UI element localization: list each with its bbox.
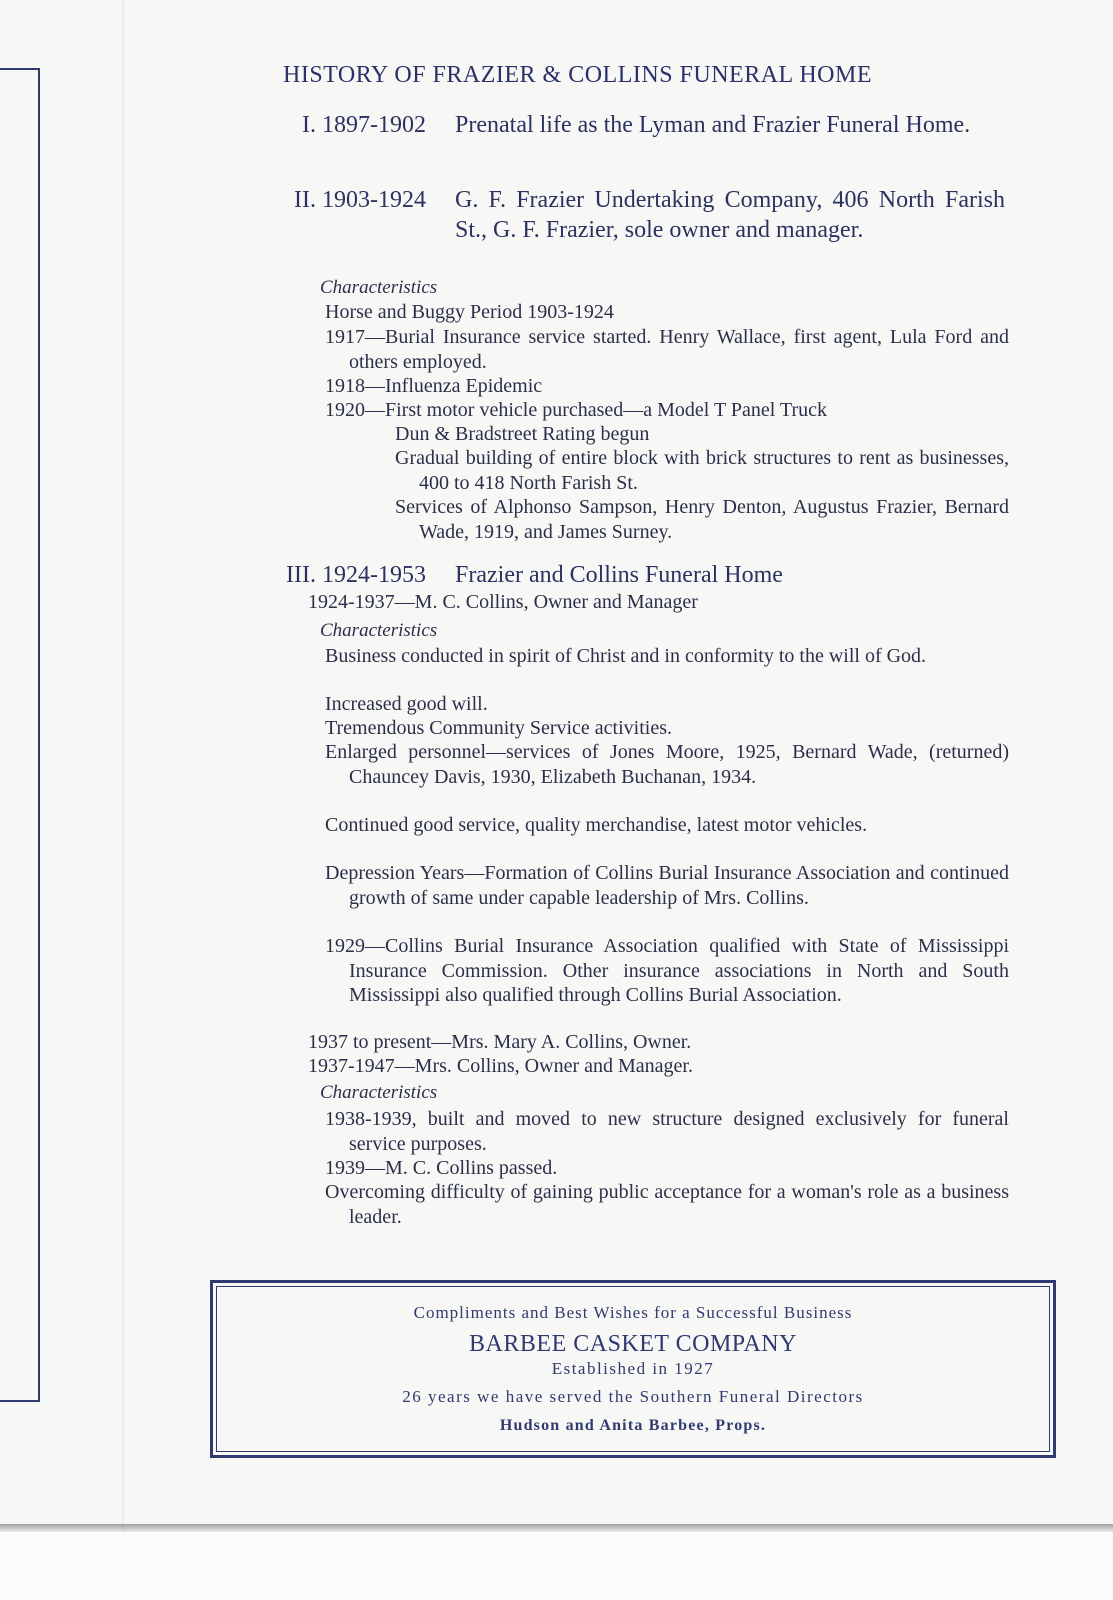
period-2-item: Dun & Bradstreet Rating begun [395, 423, 650, 445]
period-3-number: III. [286, 562, 316, 588]
period-3-item: 1938-1939, built and moved to new structure designed exclusively for funeral service purposes. [325, 1108, 1009, 1155]
period-2-item: Gradual building of entire block with brick structures to rent as businesses, 400 to 418 North Farish St. [395, 447, 1009, 494]
period-1-number: I. [302, 112, 316, 138]
page-fold [122, 0, 125, 1600]
left-page-border [0, 68, 40, 1402]
period-3-item: 1929—Collins Burial Insurance Association qualified with State of Mississippi Insurance Commission. Other insurance associations in North and South Mississippi also qualified through Collins Burial Association. [325, 935, 1009, 1006]
ad-served: 26 years we have served the Southern Funeral Directors [402, 1387, 864, 1406]
ad-compliments: Compliments and Best Wishes for a Successful Business [413, 1303, 853, 1322]
period-1-years: 1897-1902 [322, 112, 426, 138]
period-3-years: 1924-1953 [322, 562, 426, 588]
period-2-item: Services of Alphonso Sampson, Henry Denton, Augustus Frazier, Bernard Wade, 1919, and James Surney. [395, 496, 1009, 543]
page-edge-shadow [0, 1524, 1113, 1532]
period-2-years: 1903-1924 [322, 187, 426, 213]
period-3-item: Overcoming difficulty of gaining public acceptance for a woman's role as a business leader. [325, 1181, 1009, 1228]
period-1-text: Prenatal life as the Lyman and Frazier Funeral Home. [455, 112, 971, 138]
period-3-item: Continued good service, quality merchandise, latest motor vehicles. [325, 814, 868, 836]
ad-established: Established in 1927 [551, 1359, 715, 1378]
period-3-item: 1939—M. C. Collins passed. [325, 1157, 558, 1179]
advertisement-box [210, 1280, 1056, 1458]
period-3-item: Increased good will. [325, 693, 488, 715]
ad-company-name: BARBEE CASKET COMPANY [469, 1331, 797, 1357]
period-3-characteristics-label: Characteristics [320, 620, 438, 641]
period-3-subheading: 1937 to present—Mrs. Mary A. Collins, Owner. [308, 1031, 692, 1053]
next-page-edge [0, 1532, 1113, 1600]
period-2-item: 1918—Influenza Epidemic [325, 375, 543, 397]
period-3-item: Tremendous Community Service activities. [325, 717, 673, 739]
period-3-subheading: 1937-1947—Mrs. Collins, Owner and Manager. [308, 1055, 693, 1077]
period-3-characteristics-label: Characteristics [320, 1082, 438, 1103]
period-3-text: Frazier and Collins Funeral Home [455, 562, 783, 588]
period-2-characteristics-label: Characteristics [320, 277, 438, 298]
page-title: HISTORY OF FRAZIER & COLLINS FUNERAL HOME [283, 62, 872, 88]
period-3-item: Business conducted in spirit of Christ and in conformity to the will of God. [325, 645, 927, 667]
period-2-number: II. [294, 187, 316, 213]
period-2-item: Horse and Buggy Period 1903-1924 [325, 301, 614, 323]
period-3-subheading: 1924-1937—M. C. Collins, Owner and Manager [308, 591, 698, 613]
period-2-text: G. F. Frazier Undertaking Company, 406 North Farish St., G. F. Frazier, sole owner and manager. [455, 187, 1005, 243]
period-3-item: Enlarged personnel—services of Jones Moore, 1925, Bernard Wade, (returned) Chauncey Davis, 1930, Elizabeth Buchanan, 1934. [325, 741, 1009, 788]
ad-proprietors: Hudson and Anita Barbee, Props. [499, 1417, 767, 1434]
period-2-item: 1917—Burial Insurance service started. Henry Wallace, first agent, Lula Ford and others employed. [325, 326, 1009, 373]
period-3-item: Depression Years—Formation of Collins Burial Insurance Association and continued growth of same under capable leadership of Mrs. Collins. [325, 862, 1009, 909]
period-2-item: 1920—First motor vehicle purchased—a Model T Panel Truck [325, 399, 827, 421]
